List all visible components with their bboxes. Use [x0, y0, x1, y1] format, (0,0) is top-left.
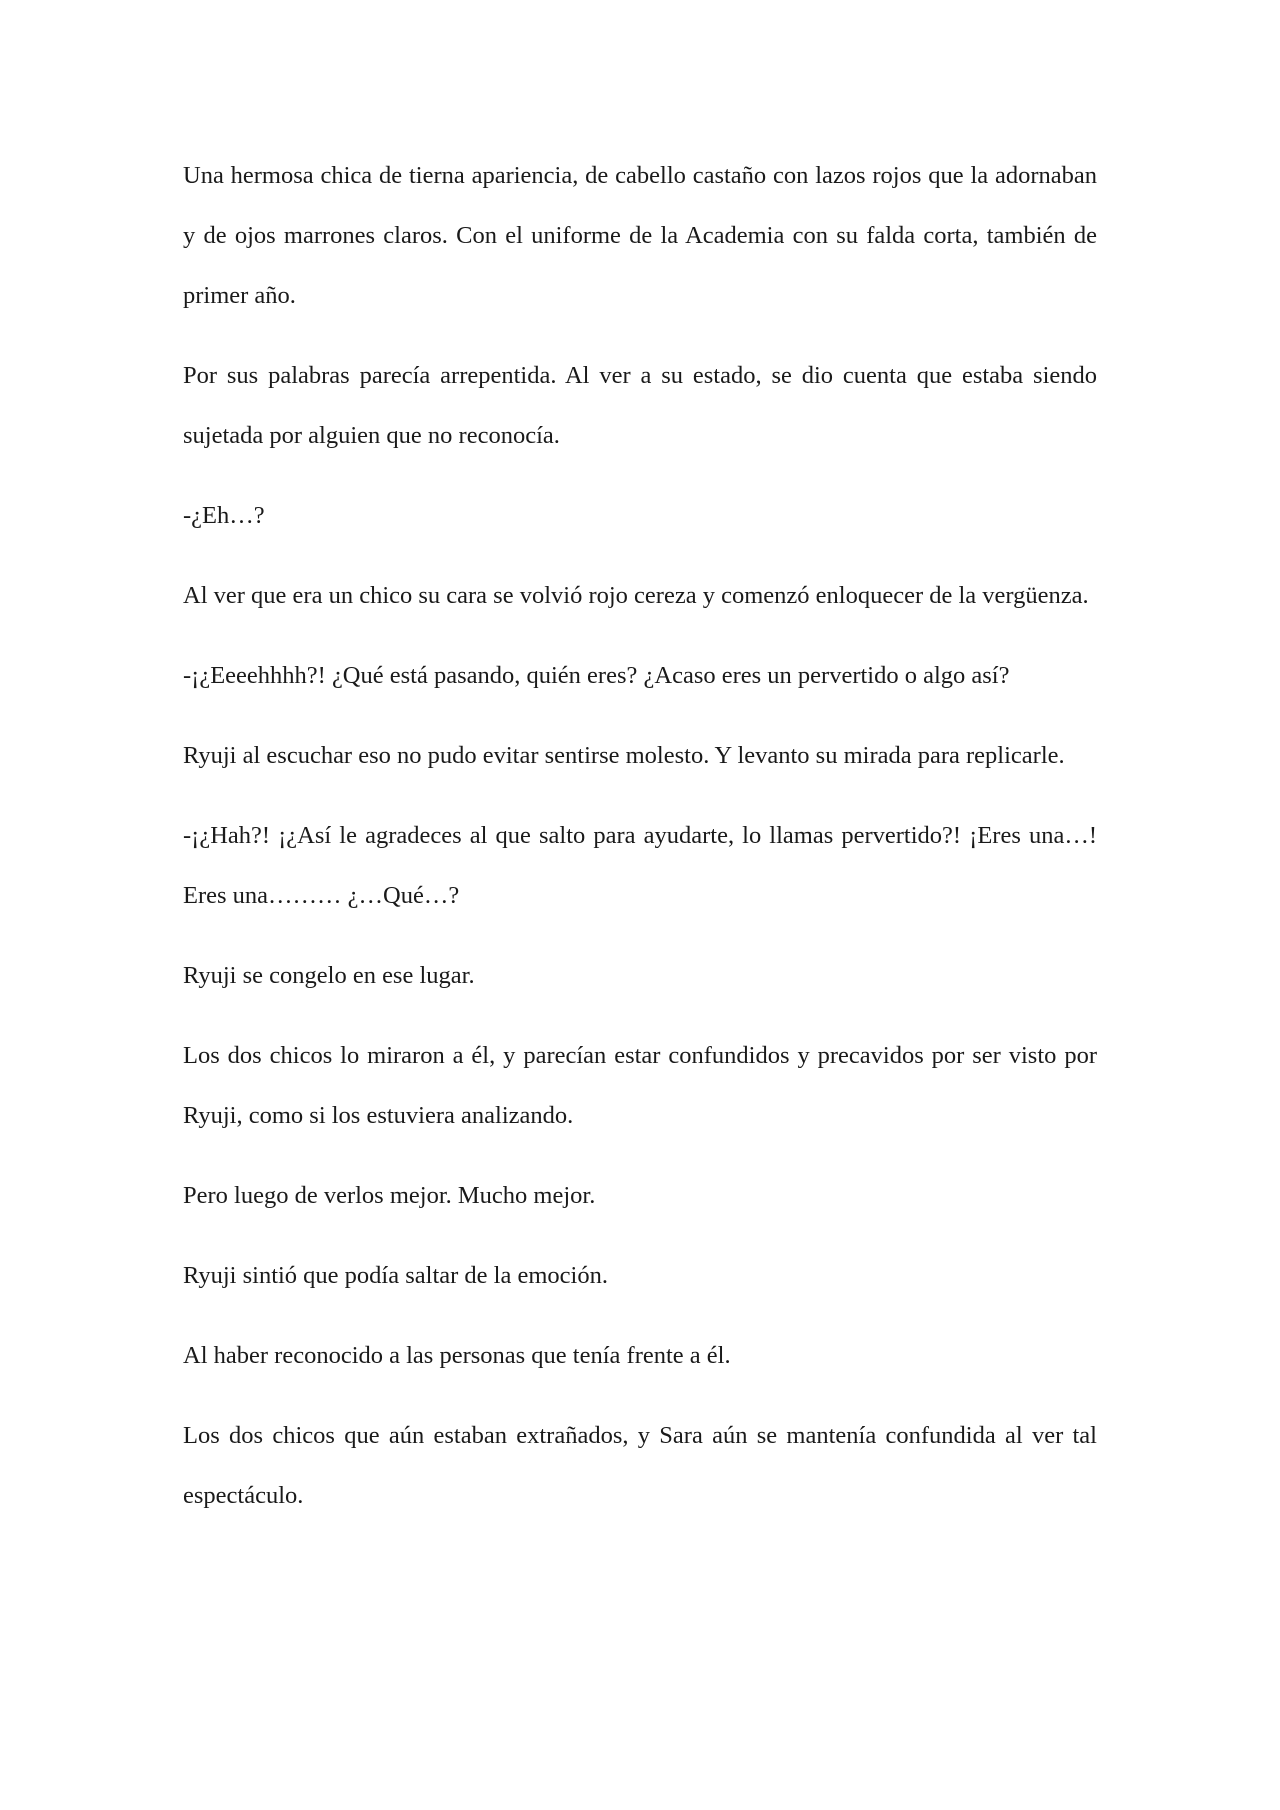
paragraph: -¡¿Eeeehhhh?! ¿Qué está pasando, quién eres? ¿Acaso eres un pervertido o algo así?: [183, 662, 1010, 689]
document-body: [183, 146, 1097, 1526]
paragraph: Ryuji se congelo en ese lugar.: [183, 962, 475, 989]
paragraph: Los dos chicos lo miraron a él, y parecían estar confundidos y precavidos por ser visto por Ryuji, como si los estuviera analizando.: [183, 1042, 1097, 1129]
paragraph: -¿Eh…?: [183, 502, 265, 529]
paragraph: Por sus palabras parecía arrepentida. Al ver a su estado, se dio cuenta que estaba siendo sujetada por alguien que no reconocía.: [183, 362, 1097, 449]
paragraph: Ryuji al escuchar eso no pudo evitar sentirse molesto. Y levanto su mirada para replicarle.: [183, 742, 1065, 769]
paragraph: Los dos chicos que aún estaban extrañados, y Sara aún se mantenía confundida al ver tal espectáculo.: [183, 1422, 1097, 1509]
paragraph: -¡¿Hah?! ¡¿Así le agradeces al que salto para ayudarte, lo llamas pervertido?! ¡Eres una…! Eres una……… ¿…Qué…?: [183, 822, 1097, 909]
paragraph: Al ver que era un chico su cara se volvió rojo cereza y comenzó enloquecer de la vergüenza.: [183, 582, 1089, 609]
paragraph: Al haber reconocido a las personas que tenía frente a él.: [183, 1342, 731, 1369]
paragraph: Pero luego de verlos mejor. Mucho mejor.: [183, 1182, 596, 1209]
paragraph: Una hermosa chica de tierna apariencia, de cabello castaño con lazos rojos que la adornaban y de ojos marrones claros. Con el uniforme de la Academia con su falda corta, también de primer año.: [183, 162, 1097, 309]
paragraph: Ryuji sintió que podía saltar de la emoción.: [183, 1262, 608, 1289]
